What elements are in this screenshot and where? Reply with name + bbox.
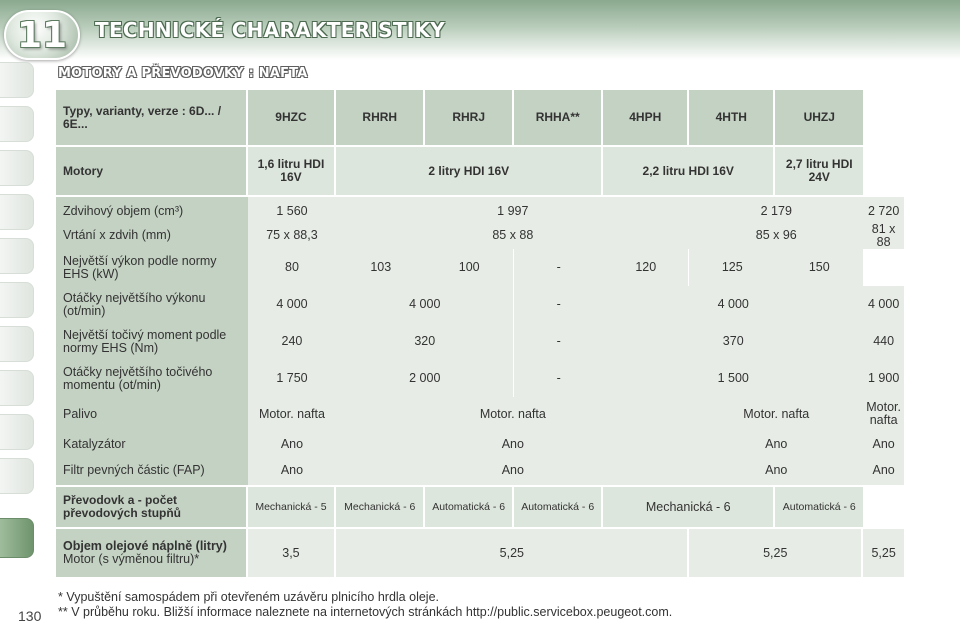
table-row <box>56 249 904 286</box>
oil-cell: 5,25 <box>689 527 863 577</box>
gearbox-row <box>56 485 904 527</box>
table-row <box>56 397 904 431</box>
gearbox-label: Převodovk a - počet převodových stupňů <box>56 485 248 527</box>
row-label: Zdvihový objem (cm³) <box>56 195 248 222</box>
side-tab[interactable] <box>0 150 34 186</box>
page-title: TECHNICKÉ CHARAKTERISTIKY <box>95 18 446 42</box>
row-label: Otáčky největšího točivého momentu (ot/min) <box>56 360 248 397</box>
table-cell: 4 000 <box>603 286 863 323</box>
gearbox-cell: Automatická - 6 <box>775 485 863 527</box>
row-label: Otáčky největšího výkonu (ot/min) <box>56 286 248 323</box>
gearbox-cell: Automatická - 6 <box>425 485 514 527</box>
table-cell: 2 000 <box>336 360 514 397</box>
row-label: Palivo <box>56 397 248 431</box>
variants-header-label: Typy, varianty, verze : 6D... / 6E... <box>56 90 248 145</box>
table-cell: Ano <box>689 458 863 485</box>
variant-cell: 9HZC <box>248 90 337 145</box>
table-cell: 4 000 <box>863 286 904 323</box>
side-tab[interactable] <box>0 194 34 230</box>
table-row <box>56 458 904 485</box>
engines-label: Motory <box>56 145 248 195</box>
footnote: ** V průběhu roku. Bližší informace naleznete na internetových stránkách http://public.servicebox.peugeot.com. <box>58 605 673 619</box>
page-number: 130 <box>18 608 42 624</box>
row-label: Katalyzátor <box>56 431 248 458</box>
table-row <box>56 360 904 397</box>
table-cell: Motor. nafta <box>248 397 337 431</box>
table-cell: Ano <box>863 431 904 458</box>
table-cell: 1 750 <box>248 360 337 397</box>
table-cell: 4 000 <box>248 286 337 323</box>
table-cell: 85 x 96 <box>689 222 863 249</box>
variant-cell: RHRJ <box>425 90 514 145</box>
table-cell: 103 <box>336 249 425 286</box>
table-cell: 120 <box>603 249 689 286</box>
oil-cell: 3,5 <box>248 527 337 577</box>
table-cell: - <box>514 323 603 360</box>
gearbox-cell: Mechanická - 6 <box>336 485 425 527</box>
table-row <box>56 323 904 360</box>
side-tab[interactable] <box>0 282 34 318</box>
row-label: Vrtání x zdvih (mm) <box>56 222 248 249</box>
side-tab[interactable] <box>0 106 34 142</box>
side-tab[interactable] <box>0 370 34 406</box>
table-cell: Motor. nafta <box>336 397 689 431</box>
gearbox-cell: Mechanická - 5 <box>248 485 337 527</box>
table-cell: 125 <box>689 249 775 286</box>
oil-label <box>56 527 248 577</box>
gearbox-cell: Mechanická - 6 <box>603 485 775 527</box>
table-cell: 2 179 <box>689 195 863 222</box>
row-label: Největší výkon podle normy EHS (kW) <box>56 249 248 286</box>
engine-cell: 2,2 litru HDI 16V <box>603 145 775 195</box>
table-cell: 150 <box>775 249 863 286</box>
table-cell: - <box>514 286 603 323</box>
table-cell: 240 <box>248 323 337 360</box>
oil-cell: 5,25 <box>336 527 689 577</box>
table-row <box>56 222 904 249</box>
table-cell: 370 <box>603 323 863 360</box>
variants-row <box>56 90 904 145</box>
section-title: MOTORY A PŘEVODOVKY : NAFTA <box>58 66 308 81</box>
table-cell: 80 <box>248 249 337 286</box>
oil-row <box>56 527 904 577</box>
engine-cell: 2 litry HDI 16V <box>336 145 603 195</box>
variant-cell: 4HTH <box>689 90 775 145</box>
table-cell: Ano <box>863 458 904 485</box>
oil-label-subtitle: Motor (s výměnou filtru)* <box>63 552 200 566</box>
page-header <box>0 0 960 60</box>
side-tab[interactable] <box>0 238 34 274</box>
table-cell: Ano <box>336 431 689 458</box>
oil-cell: 5,25 <box>863 527 904 577</box>
table-row <box>56 195 904 222</box>
engine-cell: 2,7 litru HDI 24V <box>775 145 863 195</box>
footnotes <box>58 590 672 620</box>
side-tab-active[interactable] <box>0 518 34 558</box>
table-cell: 75 x 88,3 <box>248 222 337 249</box>
table-cell: 2 720 <box>863 195 904 222</box>
row-label: Filtr pevných částic (FAP) <box>56 458 248 485</box>
engines-row <box>56 145 904 195</box>
side-tab[interactable] <box>0 326 34 362</box>
table-row <box>56 286 904 323</box>
variant-cell: 4HPH <box>603 90 689 145</box>
row-label: Největší točivý moment podle normy EHS (Nm) <box>56 323 248 360</box>
table-cell: - <box>514 360 603 397</box>
table-cell: 1 900 <box>863 360 904 397</box>
table-cell: Ano <box>336 458 689 485</box>
table-cell: 81 x 88 <box>863 222 904 249</box>
table-cell: Ano <box>689 431 863 458</box>
footnote: * Vypuštění samospádem při otevřeném uzávěru plnicího hrdla oleje. <box>58 590 439 604</box>
side-tab-strip <box>0 62 36 582</box>
table-cell: 1 500 <box>603 360 863 397</box>
table-cell: 85 x 88 <box>336 222 689 249</box>
side-tab[interactable] <box>0 458 34 494</box>
table-cell: Ano <box>248 458 337 485</box>
table-cell: Ano <box>248 431 337 458</box>
variant-cell: RHHA** <box>514 90 603 145</box>
oil-label-title: Objem olejové náplně (litry) <box>63 539 227 553</box>
table-cell: - <box>514 249 603 286</box>
table-cell: 440 <box>863 323 904 360</box>
chapter-badge: 11 <box>4 10 80 60</box>
table-row <box>56 431 904 458</box>
table-cell: 320 <box>336 323 514 360</box>
table-cell: 1 997 <box>336 195 689 222</box>
side-tab[interactable] <box>0 62 34 98</box>
table-cell: 100 <box>425 249 514 286</box>
variant-cell: UHZJ <box>775 90 863 145</box>
variant-cell: RHRH <box>336 90 425 145</box>
spec-table <box>56 90 904 577</box>
side-tab[interactable] <box>0 414 34 450</box>
table-cell: 4 000 <box>336 286 514 323</box>
gearbox-cell: Automatická - 6 <box>514 485 603 527</box>
table-cell: Motor. nafta <box>689 397 863 431</box>
table-cell: Motor. nafta <box>863 397 904 431</box>
engine-cell: 1,6 litru HDI 16V <box>248 145 337 195</box>
table-cell: 1 560 <box>248 195 337 222</box>
